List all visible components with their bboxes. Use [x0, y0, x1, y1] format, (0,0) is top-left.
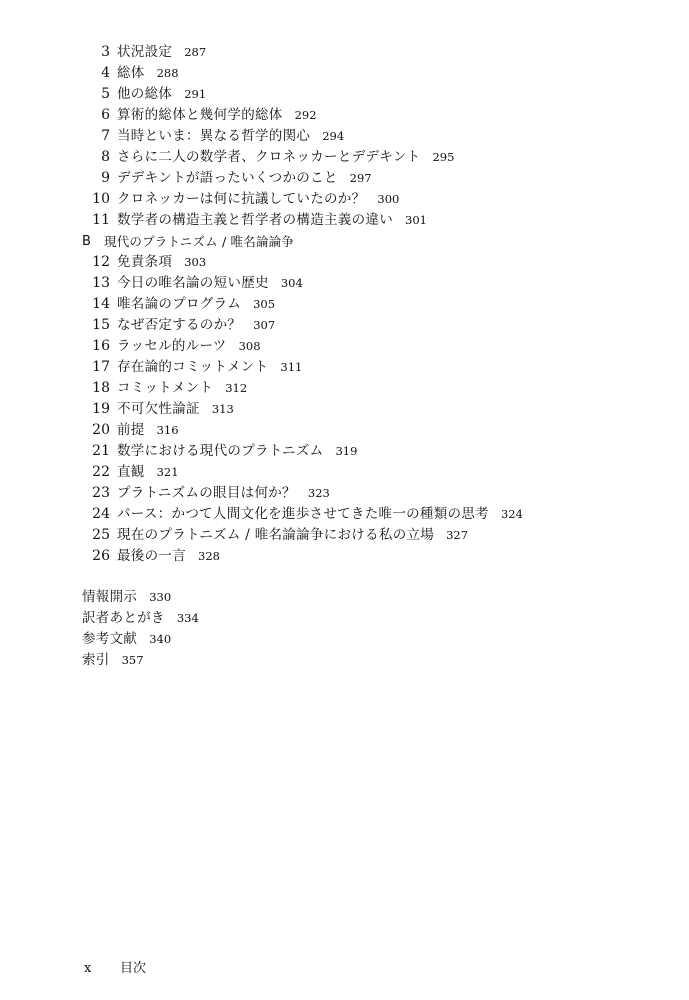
toc-entry-title: 免責条項 [117, 254, 173, 270]
toc-entry-title: 不可欠性論証 [117, 401, 200, 417]
toc-entry-number: 25 [92, 527, 110, 543]
toc-entry-number: 4 [101, 65, 110, 81]
toc-entry-number: 5 [101, 86, 110, 102]
toc-entry-title: 参考文献 [82, 631, 138, 647]
toc-entry-page: 324 [500, 507, 523, 521]
toc-entry-page: 291 [184, 87, 207, 101]
toc-entries-before [0, 42, 689, 231]
toc-entry [0, 210, 689, 231]
toc-entry-title: 状況設定 [117, 44, 173, 60]
toc-entry-title-line [117, 399, 234, 420]
toc-entry-number: 20 [92, 422, 110, 438]
toc-entry-page: 295 [432, 150, 455, 164]
toc-entry-number: 10 [92, 191, 110, 207]
toc-entry-title: 当時といま：異なる哲学的関心 [117, 128, 311, 144]
toc-entries-after [0, 252, 689, 567]
toc-entry-title-line [82, 650, 144, 671]
toc-entry [0, 147, 689, 168]
toc-entry-title-line [117, 504, 523, 525]
toc-entry-title: 数学における現代のプラトニズム [117, 443, 324, 459]
toc-entry-page: 305 [253, 297, 276, 311]
toc-entry-title: コミットメント [117, 380, 214, 396]
toc-entry [0, 189, 689, 210]
toc-entry [0, 546, 689, 567]
toc-entry [0, 84, 689, 105]
toc-entry [0, 399, 689, 420]
toc-entry-title-line [117, 189, 399, 210]
toc-entry-number: 22 [92, 464, 110, 480]
toc-entry-title-line [117, 294, 275, 315]
toc-entry-page: 327 [446, 528, 469, 542]
toc-section-heading [0, 231, 689, 252]
toc-entry [0, 105, 689, 126]
toc-entry-title: 最後の一言 [117, 548, 186, 564]
toc-entry [0, 168, 689, 189]
toc-entry-title: 直観 [117, 464, 145, 480]
toc-entry-page: 313 [211, 402, 234, 416]
toc-entry-title-line [117, 336, 261, 357]
toc-entry [0, 378, 689, 399]
toc-entry [0, 587, 689, 608]
toc-entry [0, 504, 689, 525]
toc-entry-title: 唯名論のプログラム [117, 296, 242, 312]
toc-entry-page: 312 [225, 381, 248, 395]
toc-entry [0, 126, 689, 147]
toc-entry-title-line [117, 147, 454, 168]
toc-entry [0, 483, 689, 504]
toc-entry [0, 315, 689, 336]
toc-entry-page: 321 [156, 465, 179, 479]
toc-entry-page: 300 [377, 192, 400, 206]
toc-entry [0, 462, 689, 483]
section-letter: B [82, 234, 91, 249]
toc-entry-number: 14 [92, 296, 110, 312]
toc-entry-page: 294 [322, 129, 345, 143]
toc-entry-title: 索引 [82, 652, 110, 668]
toc-entry-title-line [117, 84, 206, 105]
toc-entry-page: 301 [405, 213, 427, 227]
toc-entry-title-line [117, 42, 206, 63]
toc-entry-title-line [117, 105, 317, 126]
toc-entry-title: 数学者の構造主義と哲学者の構造主義の違い [117, 212, 393, 228]
toc-entry-title: 情報開示 [82, 589, 138, 605]
toc-entry-number: 11 [92, 212, 110, 228]
toc-entry-page: 304 [280, 276, 303, 290]
toc-entry-title: デデキントが語ったいくつかのこと [117, 170, 338, 186]
toc-entry-page: 328 [198, 549, 220, 563]
toc-entry-title-line [117, 252, 206, 273]
toc-entry [0, 42, 689, 63]
toc-entry-page: 323 [307, 486, 330, 500]
toc-entry [0, 357, 689, 378]
toc-entry-title-line [82, 587, 171, 608]
toc-entry [0, 525, 689, 546]
toc-entry-number: 17 [92, 359, 110, 375]
footer-running-title: 目次 [120, 961, 147, 976]
footer-page-number: x [84, 961, 92, 976]
toc-entry-page: 297 [349, 171, 372, 185]
toc-entry-number: 13 [92, 275, 110, 291]
toc-entry-number: 3 [101, 44, 110, 60]
toc-entry-title: 今日の唯名論の短い歴史 [117, 275, 269, 291]
toc-entry-page: 334 [176, 611, 199, 625]
toc-entry-number: 15 [92, 317, 110, 333]
toc-entry-title: 現在のプラトニズム / 唯名論論争における私の立場 [117, 527, 435, 543]
toc-entry-title-line [117, 441, 357, 462]
toc-entry-title: ラッセル的ルーツ [117, 338, 227, 354]
toc-entry-page: 357 [121, 653, 144, 667]
toc-entry [0, 608, 689, 629]
toc-entry-number: 9 [101, 170, 110, 186]
toc-entry-number: 6 [101, 107, 110, 123]
toc-entry-title-line [117, 273, 303, 294]
toc-entry-title-line [117, 546, 220, 567]
toc-entry-title: 総体 [117, 65, 145, 81]
toc-entry-number: 8 [101, 149, 110, 165]
toc-entry-number: 26 [92, 548, 110, 564]
toc-entry-title: 訳者あとがき [82, 610, 165, 626]
toc-entry-title-line [82, 608, 199, 629]
toc-entry-page: 311 [280, 360, 303, 374]
toc-entry [0, 629, 689, 650]
toc-entry-title-line [117, 462, 179, 483]
toc-entry-page: 287 [184, 45, 207, 59]
toc-entry [0, 336, 689, 357]
toc-entry-title: 他の総体 [117, 86, 173, 102]
page-footer [0, 958, 689, 980]
toc-entry-number: 24 [92, 506, 110, 522]
toc-entry-number: 7 [101, 128, 110, 144]
toc-entry-title: 前提 [117, 422, 145, 438]
toc-entry-page: 303 [184, 255, 207, 269]
toc-entry-page: 330 [149, 590, 172, 604]
toc-entry [0, 420, 689, 441]
toc-entry-title-line [117, 420, 179, 441]
toc-entry-title-line [117, 126, 344, 147]
toc-entry-number: 19 [92, 401, 110, 417]
section-title: 現代のプラトニズム / 唯名論論争 [104, 234, 295, 249]
toc-entry-page: 319 [335, 444, 358, 458]
toc-entry-number: 23 [92, 485, 110, 501]
toc-entry-page: 308 [238, 339, 261, 353]
toc-entry-page: 340 [149, 632, 172, 646]
toc-entry [0, 63, 689, 84]
toc-entry-title-line [117, 168, 372, 189]
toc-entry-page: 292 [294, 108, 317, 122]
toc-entry [0, 650, 689, 671]
toc-entry-title-line [117, 63, 179, 84]
toc-entry-number: 21 [92, 443, 110, 459]
toc-entry-title-line [117, 210, 427, 231]
toc-entry-title-line [117, 357, 302, 378]
toc-entry [0, 273, 689, 294]
table-of-contents [0, 42, 689, 567]
toc-entry-title: プラトニズムの眼目は何か？ [117, 485, 296, 501]
toc-entry-title-line [117, 378, 247, 399]
toc-entry-title: さらに二人の数学者、クロネッカーとデデキント [117, 149, 421, 165]
toc-entry-title: なぜ否定するのか？ [117, 317, 242, 333]
toc-entry-title: パース：かつて人間文化を進歩させてきた唯一の種類の思考 [117, 506, 489, 522]
toc-entry-title-line [117, 315, 275, 336]
toc-entry [0, 252, 689, 273]
toc-entry-title: 算術的総体と幾何学的総体 [117, 107, 283, 123]
toc-entry [0, 441, 689, 462]
toc-entry-title-line [82, 629, 171, 650]
back-matter-list [0, 587, 689, 671]
toc-entry-title-line [117, 525, 468, 546]
toc-entry-title: クロネッカーは何に抗議していたのか？ [117, 191, 366, 207]
toc-entry-number: 18 [92, 380, 110, 396]
toc-entry-page: 307 [253, 318, 276, 332]
toc-entry-page: 316 [156, 423, 179, 437]
toc-entry-title: 存在論的コミットメント [117, 359, 269, 375]
toc-entry-page: 288 [156, 66, 179, 80]
toc-entry-number: 12 [92, 254, 110, 270]
toc-entry [0, 294, 689, 315]
toc-entry-number: 16 [92, 338, 110, 354]
toc-entry-title-line [117, 483, 330, 504]
